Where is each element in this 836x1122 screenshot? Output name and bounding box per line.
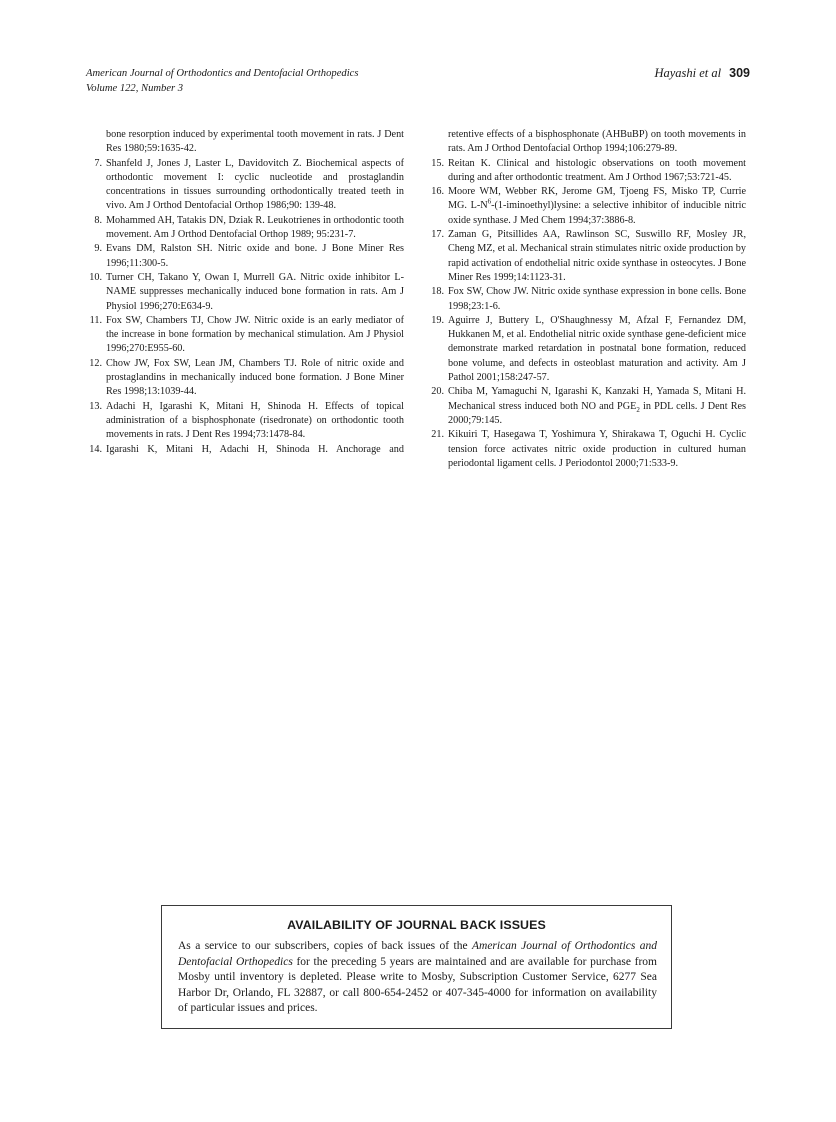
reference-7	[88, 157, 404, 214]
journal-info	[86, 66, 358, 96]
journal-volume: Volume 122, Number 3	[86, 83, 184, 94]
reference-text: Fox SW, Chow JW. Nitric oxide synthase expression in bone cells. Bone 1998;23:1-6.	[448, 286, 746, 312]
reference-number: 20.	[431, 386, 444, 398]
reference-number: 12.	[89, 357, 102, 369]
reference-11	[88, 314, 404, 357]
reference-20	[430, 385, 746, 428]
reference-text: Kikuiri T, Hasegawa T, Yoshimura Y, Shirakawa T, Oguchi H. Cyclic tension force activates nitric oxide production in cultured human periodontal ligament cells. J Periodontol 2000;71:533-9.	[448, 429, 746, 469]
reference-text: Aguirre J, Buttery L, O'Shaughnessy M, Afzal F, Fernandez DM, Hukkanen M, et al. Endothelial nitric oxide synthase gene-deficient mice demonstrate marked retardation in postnatal bone formation, reduced bone volume, and defects in osteoblast maturation and activity. Am J Pathol 2001;158:247-57.	[448, 314, 746, 384]
reference-text: Adachi H, Igarashi K, Mitani H, Shinoda H. Effects of topical administration of a bisphosphonate (risedronate) on orthodontic tooth movements in rats. J Dent Res 1994;73:1478-84.	[106, 400, 404, 441]
reference-21	[430, 428, 746, 471]
page-number: 309	[729, 66, 750, 80]
journal-title: American Journal of Orthodontics and Dentofacial Orthopedics	[86, 68, 359, 79]
reference-number: 11.	[89, 314, 102, 326]
running-authors: Hayashi et al	[654, 66, 722, 80]
reference-text: Mohammed AH, Tatakis DN, Dziak R. Leukotrienes in orthodontic tooth movement. Am J Orthod Dentofacial Orthop 1989; 95:231-7.	[106, 214, 404, 241]
reference-number: 8.	[94, 214, 102, 226]
reference-text: Reitan K. Clinical and histologic observations on tooth movement during and after orthodontic treatment. Am J Orthod 1967;53:721-45.	[448, 157, 746, 183]
reference-8	[88, 214, 404, 243]
reference-text: Turner CH, Takano Y, Owan I, Murrell GA. Nitric oxide inhibitor L-NAME suppresses mechanically induced bone formation in rats. Am J Physiol 1996;270:E634-9.	[106, 271, 404, 312]
reference-number: 14.	[89, 443, 102, 455]
reference-19	[430, 314, 746, 385]
reference-16	[430, 185, 746, 228]
references-left-column	[88, 128, 404, 457]
reference-text: Zaman G, Pitsillides AA, Rawlinson SC, Suswillo RF, Mosley JR, Cheng MZ, et al. Mechanical strain stimulates nitric oxide production by rapid activation of endothelial nitric oxide synthase in osteocytes. J Bone Miner Res 1999;14:1123-31.	[448, 229, 746, 283]
reference-number: 16.	[431, 186, 444, 198]
reference-number: 7.	[94, 157, 102, 169]
reference-text: Chow JW, Fox SW, Lean JM, Chambers TJ. Role of nitric oxide and prostaglandins in mechanically induced bone formation. J Bone Miner Res 1998;13:1039-44.	[106, 357, 404, 398]
reference-number: 17.	[431, 229, 444, 241]
reference-number: 15.	[431, 157, 444, 169]
reference-text-part: Chiba M, Yamaguchi N, Igarashi K, Kanzaki H, Yamada S, Mitani H. Mechanical stress induced both NO and PGE	[448, 386, 746, 412]
notice-text: As a service to our subscribers, copies of back issues of the	[178, 940, 472, 952]
reference-number: 13.	[89, 400, 102, 412]
reference-number: 18.	[431, 286, 444, 298]
reference-13	[88, 400, 404, 443]
reference-18	[430, 285, 746, 314]
reference-text	[448, 185, 746, 228]
reference-number: 9.	[94, 243, 102, 255]
reference-number: 19.	[431, 314, 444, 326]
reference-14	[88, 443, 404, 457]
reference-text: Igarashi K, Mitani H, Adachi H, Shinoda H. Anchorage and	[106, 443, 404, 455]
reference-12	[88, 357, 404, 400]
reference-text: Evans DM, Ralston SH. Nitric oxide and bone. J Bone Miner Res 1996;11:300-5.	[106, 243, 404, 269]
reference-number: 10.	[89, 271, 102, 283]
superscript: 6	[487, 198, 492, 207]
reference-number: 21.	[431, 429, 444, 441]
reference-17	[430, 228, 746, 285]
reference-text	[448, 385, 746, 428]
page-header-right	[654, 66, 750, 82]
notice-body	[178, 939, 657, 1017]
reference-text: Fox SW, Chambers TJ, Chow JW. Nitric oxide is an early mediator of the increase in bone formation by mechanical stimulation. Am J Physiol 1996;270:E955-60.	[106, 314, 404, 355]
back-issues-notice-box	[161, 905, 672, 1029]
references-right-column	[430, 128, 746, 471]
reference-text-part: Moore WM, Webber RK, Jerome GM, Tjoeng FS, Misko TP, Currie MG. L-N	[448, 186, 746, 212]
reference-9	[88, 242, 404, 271]
reference-10	[88, 271, 404, 314]
reference-15	[430, 157, 746, 186]
reference-text-part: -(1-iminoethyl)lysine: a selective inhibitor of inducible nitric oxide synthase. J Med Chem 1994;37:3886-8.	[448, 200, 746, 226]
reference-text-part: in PDL cells. J Dent Res 2000;79:145.	[448, 400, 746, 426]
reference-continuation	[88, 128, 404, 157]
notice-title: AVAILABILITY OF JOURNAL BACK ISSUES	[287, 918, 546, 932]
notice-journal-name: American Journal of Orthodontics and Dentofacial Orthopedics	[178, 940, 658, 968]
reference-text: Shanfeld J, Jones J, Laster L, Davidovitch Z. Biochemical aspects of orthodontic movement I: cyclic nucleotide and prostaglandin concentrations in tissues surrounding orthodontically treated teeth in vivo. Am J Orthod Dentofacial Orthop 1986;90: 139-48.	[106, 157, 404, 212]
reference-text: retentive effects of a bisphosphonate (AHBuBP) on tooth movements in rats. Am J Orthod Dentofacial Orthop 1994;106:279-89.	[448, 129, 746, 155]
notice-text: for the preceding 5 years are maintained and are available for purchase from Mosby until inventory is depleted. Please write to Mosby, Subscription Customer Service, 6277 Sea Harbor Dr, Orlando, FL 32887, or call 800-654-2452 or 407-345-4000 for information on availability of particular issues and prices.	[178, 955, 658, 1015]
reference-continuation	[430, 128, 746, 157]
reference-text: bone resorption induced by experimental tooth movement in rats. J Dent Res 1980;59:1635-42.	[106, 129, 404, 155]
subscript: 2	[636, 405, 640, 414]
